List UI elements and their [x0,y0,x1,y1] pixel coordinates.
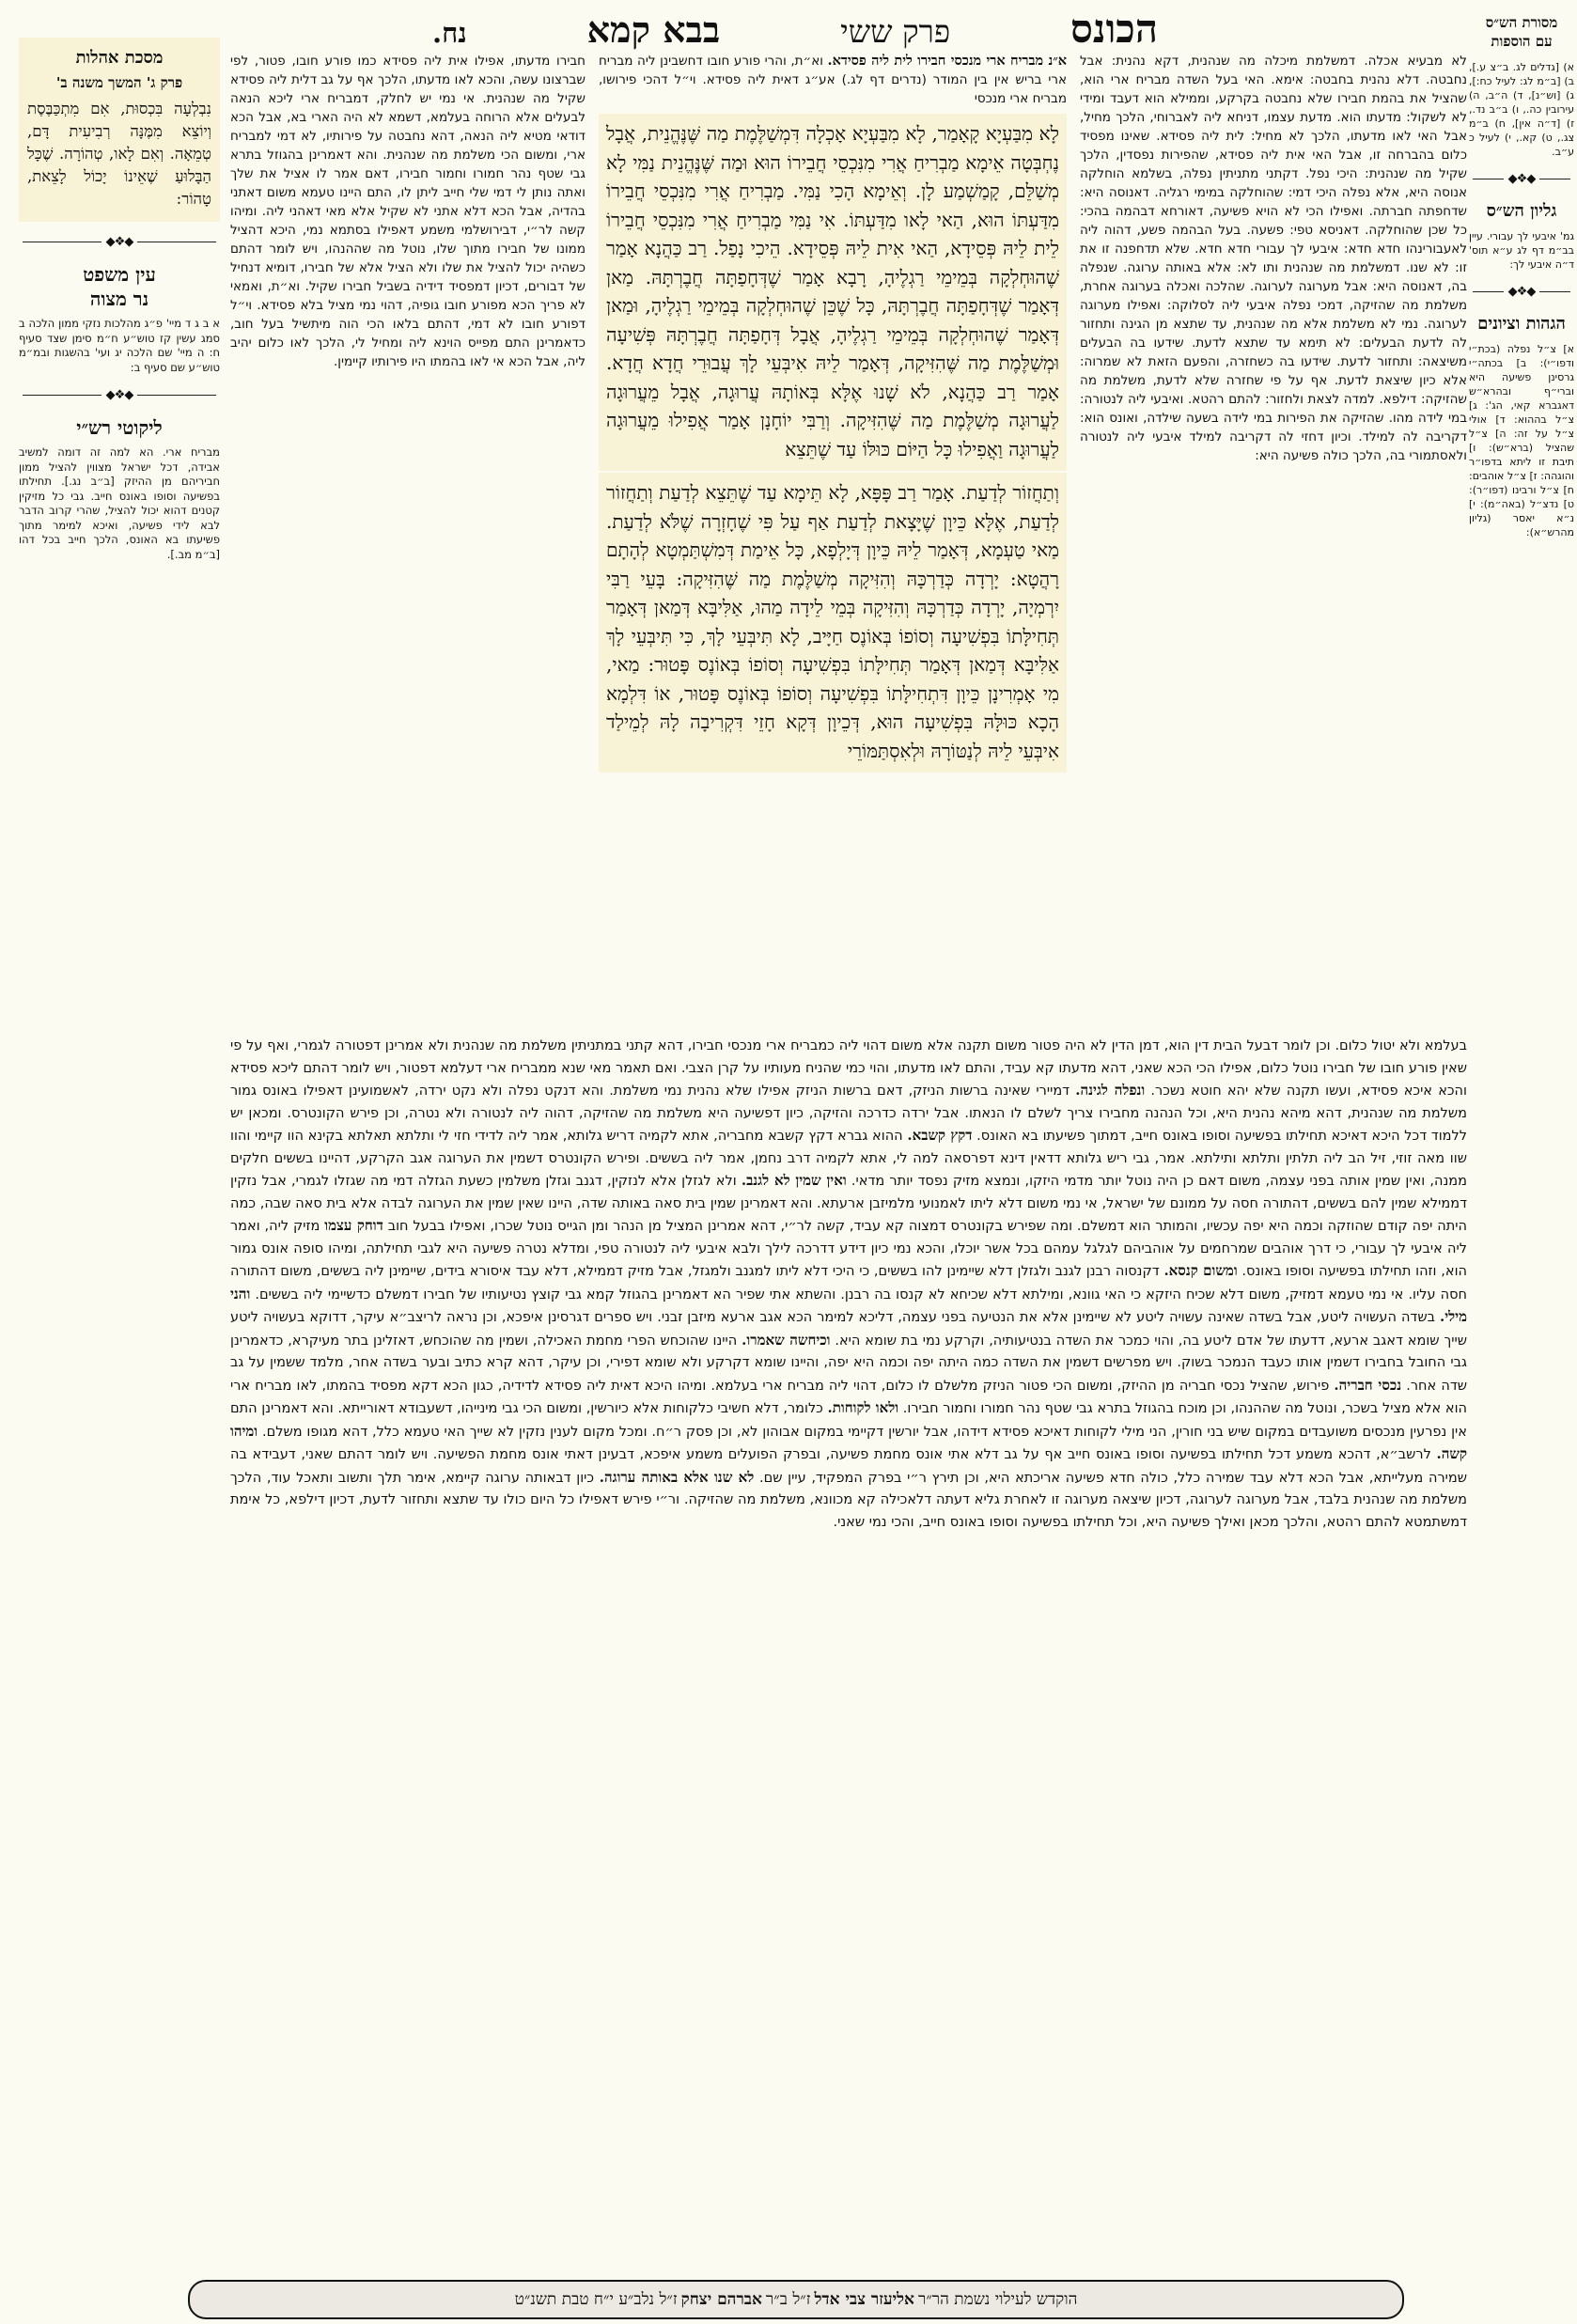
gemara-column [599,52,1067,1031]
chapter-name: הכונס [1070,6,1158,52]
ein-mishpat-text: א ב ג ד מיי' פ״ג מהלכות נזקי ממון הלכה ב סמג עשין קז טוש״ע ח״מ סימן שצד סעיף ח: ה מיי' שם הלכה יג ועי' בהשגות ובמ״מ טוש״ע שם סעיף ב: [19,317,220,374]
body-catchword: ואין שמין לא לגנב. [741,1172,847,1189]
tosafot-column: חבירו מדעתו, אפילו אית ליה פסידא כמו פורע חובו, פטור, לפי שברצונו עשה, והכא לאו מדעתו, הלכך אף על גב דלית ליה פסידא שקיל מה שנהנית. אי נמי יש לחלק, דמבריח ארי ליכא הנאה לבעלים אלא הרוחה בעלמא, דשמא לא היה הארי בא, אבל הכא דודאי מטיא ליה הנאה, דהא נחבטה על פירותיו, לא דמי למבריח ארי, ומשום הכי משלמת מה שנהנית. והא דאמרינן בהגוזל בתרא גבי שטף נהר חמורו וחמור חבירו, דאם אמר לו אציל את שלך ואתה נותן לי דמי שלי חייב ליתן לו, התם היינו טעמא משום דאתני בהדיה, אבל הכא דלא אתני לא שקיל אלא מאי דאהני ליה. ומיהו קשה לר״י, דבירושלמי משמע דאפילו בסתמא נמי, היכא דהציל ממונו של חבירו מתוך שלו, נוטל מה שההנהו, ויש לומר דהתם כשהיה יכול להציל את שלו ולא הציל אלא של חבירו, דומיא דנחיל של דבורים, דכיון דמפסיד דידיה בשביל חבירו שקיל. וא״ת, ואמאי לא פריך הכא מפורע חובו גופיה, דהוי נמי מציל בלא פסידא. וי״ל דפורע חובו לא דמי, דהתם בלאו הכי הוה מיתשיל בעל חוב, כדאמרינן התם מפייס הוינא ליה ומחיל לי, הלכך לאו כלום יהיב ליה, אבל הכא אי לאו בהמתו היו פירותיו קיימין. [230,54,586,369]
body-paragraph: מזיק ליה, ואמר ליה איבעי לך עבורי, כי דרך אוהבים שמרחמים על אוהביהם לגלגל עמהם בכל אשר יוכלו, והכא נמי כיון דידע דדרכה לילך ולבא איבעי ליה לנטורה טפי, ומדלא נטרה פשיעה היא לגבי תחילתה, ומיהו סופה אונס גמור הוא, וזהו תחילתו בפשיעה וסופו באונס. [230,1219,1467,1279]
divider-ornament: ◆❖◆ [23,388,216,402]
body-catchword: ונפלה לגינה. [1075,1082,1146,1099]
ohalot-title: מסכת אהלות [75,48,164,68]
gemara-text-block-a: לָא מִבַּעְיָא קָאָמַר, לָא מִבַּעְיָא אָכְלָה דִּמְשַׁלֶּמֶת מַה שֶּׁנֶּהֱנֵית, אֲבָל נֶחְבְּטָה אֵימָא מַבְרִיחַ אֲרִי מִנִּכְסֵי חֲבֵירוֹ הוּא וּמַה שֶּׁנֶּהֱנֵית נַמִּי לָא מְשַׁלֵּם, קָמַשְׁמַע לָן. וְאֵימָא הָכִי נַמִּי. מַבְרִיחַ אֲרִי מִנִּכְסֵי חֲבֵירוֹ מִדַּעְתּוֹ הוּא, הַאי לָאו מִדַּעְתּוֹ. אִי נַמִּי מַבְרִיחַ אֲרִי מִנִּכְסֵי חֲבֵירוֹ לֵית לֵיהּ פְּסֵידָא, הַאי אִית לֵיהּ פְּסֵידָא. הֵיכִי נָפַל. רַב כַּהֲנָא אָמַר שֶׁהוּחְלְקָה בְּמֵימֵי רַגְלֶיהָ, רָבָא אָמַר שֶׁדְּחָפַתָּה חֲבֶרְתָּהּ. מַאן דְּאָמַר שֶׁדְּחָפַתָּה חֲבֶרְתָּהּ, כָּל שֶׁכֵּן שֶׁהוּחְלְקָה בְּמֵימֵי רַגְלֶיהָ, וּמַאן דְּאָמַר שֶׁהוּחְלְקָה בְּמֵימֵי רַגְלֶיהָ, אֲבָל דְּחָפַתָּה חֲבֶרְתָּהּ פְּשִׁיעָה וּמְשַׁלֶּמֶת מַה שֶּׁהִזִּיקָה, דְּאָמַר לֵיהּ אִיבְּעֵי לָךְ עֲבוּרֵי חֲדָא חֲדָא. אָמַר רַב כַּהֲנָא, לֹא שָׁנוּ אֶלָּא בְּאוֹתָהּ עֲרוּגָה, אֲבָל מֵעֲרוּגָה לַעֲרוּגָה מְשַׁלֶּמֶת מַה שֶּׁהִזִּיקָה. וְרַבִּי יוֹחָנָן אָמַר אֲפִילוּ מֵעֲרוּגָה לַעֲרוּגָה וַאֲפִילוּ כָּל הַיּוֹם כּוּלּוֹ עַד שֶׁתֵּצֵא [599,114,1067,471]
tosafot-opening-lead: א״נ מבריח ארי מנכסי חבירו לית ליה פסידא. [827,53,1067,69]
body-catchword: וכיחשה שאמרו. [742,1331,831,1349]
masoret-title: מסורת הש״ס [1485,14,1558,31]
commentary-body [230,1036,1467,2254]
dedication-text: הוקדש לעילוי נשמת הר״ר [917,2290,1078,2309]
divider-ornament: ◆❖◆ [1473,285,1570,299]
likutei-rashi-title: ליקוטי רש״י [76,416,163,439]
body-paragraph: בעלמא ולא יטול כלום. וכן לומר דבעל הבית דין הוא, דמן הדין לא היה פטור משום תקנה אלא משום דהוי ליה כמבריח ארי מנכסי חבירו, דהא קתני במתניתין משלמת מה שנהנית ולא אמרינן דפטורה לגמרי, ואף על פי שאין פורע חובו של חבירו נוטל כלום, אפילו הכי הכא שאני, דהא מדעתו קא עביד, והתם לאו מדעתו, והוי כמי שהניח מעותיו על קרן הצבי. ואם תאמר מאי שנא ממבריח ארי דעלמא דפטור, ויש לומר דהתם ליכא פסידא והכא איכא פסידא, ועשו תקנה שלא יהא חוטא נשכר. [230,1038,1467,1099]
hagahot-text: א] צ״ל נפלה (בכת״י ודפו״י): ב] בכתה״י גרסינן פשיעה היא וברי״ף ובהרא״ש דאגברא קאי, הג': ג] צ״ל בההוא: ד] אולי צ״ל על זה: ה] צ״ל שהציל (ברא״ש): ו] תיבת זו ליתא בדפו״ר והוגהה: ז] צ״ל אוהבים: ח] צ״ל ורבינו (דפו״ר): ט] נדצ״ל (באה״מ): י] נ״א יאסר (גליון מהרש״א): [1469,343,1574,538]
body-paragraph: ההוא גברא דקץ קשבא מחבריה, אתא לקמיה דריש גלותא, אמר ליה לדידי חזי לי ותלתא תאלתא בקינא הוו קיימי והוו שוו מאה זוזי, זיל הב ליה תלתין ותלתא ותילתא. אמר, גבי ריש גלותא דדאין דינא דפרסאה למה לי, אתא לקמיה דרב נחמן, אמר ליה בששים. ופירש הקונטרס דשמין את הערוגה אגב הקרקע, דהיינו בששים חלקים ממנה, ואין שמין אותה בפני עצמה, משום דאם כן היה נוטל יותר מדמי היזקו, ונמצא מזיק נפסד יותר מדאי. [230,1129,1467,1189]
dedication-name: אליעזר צבי אדל [814,2290,914,2309]
masoret-entries: א) [גדלים לג. ב״צ ע.], ב) [ב״מ לג: לעיל כח:], ג) [וש״נ], ד) ה״ב, ה) עירובין כה., ו) ב״ב נד., ז) [ד״ה אין], ח) ב״מ צג., ט) קא., י) לעיל כ ע״ב. [1469,61,1574,158]
body-catchword: דקץ קשבא. [907,1127,973,1144]
ohalot-subtitle: פרק ג' המשך משנה ב' [55,74,183,91]
body-paragraph: פירוש, שהציל נכסי חבריה מן ההיזק, ומשום הכי פטור הניזק מלשלם לו כלום, דהוי ליה מבריח ארי בעלמא. ומיהו היכא דאית ליה פסידא לדידיה, כגון הכא דקא מפסיד בהמתו, לאו מבריח ארי הוא אלא מציל בשכר, ונוטל מה שההנהו, וכן מוכח בהגוזל בתרא גבי שטף נהר חמורו וחמור חבירו. [230,1378,1467,1416]
hagahot-title: הגהות וציונים [1477,314,1566,334]
perek-number: פרק ששי [840,13,951,50]
dedication-box [188,2280,1404,2319]
tosafot-opening [599,52,1067,108]
divider-ornament: ◆❖◆ [1473,172,1570,186]
body-paragraph: דקנסוה רבנן לגנב ולגזלן דלא שיימינן להו בששים, כי היכי דלא ליתו למגנב ולמגזל, אבל מזיק דממילא, דלא עבד איסורא בידים, שיימינן ליה בששים, משום דהתורה חסה עליו. אי נמי טעמא דמזיק, משום דלא שכיח היזקא כי האי גוונא, ומילתא דלא שכיחא לא קנסו בה רבנן. והשתא אתי שפיר הא דאמרינן בהגוזל קמא גבי קוצץ נטיעותיו של חבירו דמשלם כדשיימי ליה בששים. [230,1264,1467,1302]
body-catchword: ומיהו קשה. [230,1422,1467,1462]
body-paragraph: בשדה העשויה ליטע, אבל בשדה שאינה עשויה ליטע לא שיימינן אלא את הנטיעה בפני עצמה, דליכא למימר הכא אגב ארעא מיזבן זבני. ויש ספרים דגרסינן איפכא, וכן נראה לריצב״א עיקר, דדוקא בעשויה ליטע שייך שומא דאגב ארעא, דדעתו של אדם ליטע בה, והוי כמכר את השדה בנטיעותיה, וקרקע נמי בת שומא היא. [230,1310,1467,1349]
masoret-masthead [1469,13,1574,51]
body-paragraph: לרשב״א, דהכא משמע דכל תחילתו בפשיעה וסופו באונס חייב אף על גב דלא אתי אונס מחמת פשיעה, ובפרק הפועלים משמע איפכא, דבעינן דאתי אונס מחמת הפשיעה. ויש לומר דהתם שאני, דעבידא בה שמירה מעלייתא, אבל הכא דלא עבד שמירה כלל, כולה חדא פשיעה אריכתא היא, וכן תירץ ר״י בפרק המפקיד, עיין שם. [230,1447,1467,1486]
daf-number: נח. [432,17,467,49]
body-paragraph: כלומר, דלא חשיבי כלקוחות אלא כיורשין, ומשום הכי גבי מינייהו, דשעבודא דאורייתא. והא דאמרינן התם אין נפרעין מנכסים משועבדים במקום שיש בני חורין, הני מילי לקוחות דאיכא פסידא דידהו, אבל יורשין דקיימי במקום אבוהון לא, וכן פסק ר״ח. ומכל מקום לענין נזקין לא שייך האי טעמא כלל, דהא מגופו משלם. [230,1401,1467,1440]
body-paragraph: ולא לגזלן אלא לנזקין, דגנב וגזלן משלמין כשעת הגזלה דמי מה שגזלו לגמרי, אבל נזקין דממילא שמין להם בששים, דהתורה חסה על ממונם של ישראל, אי נמי משום דלא ליתו לאמנועי מלמיזבן ארעתא. והא דאמרינן שמין בית סאה באותה שדה, היינו שאין שמין את הערוגה לבדה אלא בית סאה שבה, כמה היתה יפה קודם שהוזקה וכמה היא יפה עכשיו, והמותר הוא דמשלם. [230,1174,1467,1234]
gemara-text-block-b: וְתַחֲזוֹר לְדַעַת. אָמַר רַב פָּפָּא, לָא תֵּימָא עַד שֶׁתֵּצֵא לְדַעַת וְתַחֲזוֹר לְדַעַת, אֶלָּא כֵּיוָן שֶׁיָּצָאת לְדַעַת אַף עַל פִּי שֶׁחָזְרָה שֶׁלֹּא לְדַעַת. מַאי טַעְמָא, דְּאָמַר לֵיהּ כֵּיוָן דְּיָלְפָא, כָּל אֵימַת דְּמִשְׁתַּמְטָא לְהָתָם רָהֲטָא: יָרְדָה כְּדַרְכָּהּ וְהִזִּיקָה מְשַׁלֶּמֶת מַה שֶּׁהִזִּיקָה: בָּעֵי רַבִּי יִרְמְיָה, יָרְדָה כְּדַרְכָּהּ וְהִזִּיקָה בְּמֵי לֵידָה מַהוּ, אַלִּיבָּא דְּמַאן דְּאָמַר תְּחִילָּתוֹ בִּפְשִׁיעָה וְסוֹפוֹ בְּאוֹנֶס חַיָּיב, לָא תִּיבְּעֵי לָךְ, כִּי תִּיבְּעֵי לָךְ אַלִּיבָּא דְּמַאן דְּאָמַר תְּחִילָּתוֹ בִּפְשִׁיעָה וְסוֹפוֹ בְּאוֹנֶס פָּטוּר: מַאי, מִי אָמְרִינָן כֵּיוָן דִּתְחִילָּתוֹ בִּפְשִׁיעָה וְסוֹפוֹ בְּאוֹנֶס פָּטוּר, אוֹ דִּלְמָא הָכָא כּוּלָּהּ בִּפְשִׁיעָה הוּא, דְּכֵיוָן דְּקָא חָזֵי דִּקְרִיבָה לָהּ לְמֵילַד אִיבְּעֵי לֵיהּ לְנַטּוֹרָהּ וּלְאִסְתַּמּוֹרֵי [599,473,1067,772]
likutei-rashi-text: מבריח ארי. הא למה זה דומה למשיב אבידה, דכל ישראל מצווין להציל ממון חביריהם מן ההיזק [ב״ב נג.]. תחילתו בפשיעה וסופו באונס חייב. גבי כל מזיקין קטנים דהוא יכול להציל, שהרי קרוב הדבר לבא לידי פשיעה, ואיכא למימר מתוך פשיעתו בא האונס, הלכך חייב בכל דהו [ב״מ מב.]. [19,445,220,561]
divider-ornament: ◆❖◆ [23,235,216,249]
left-margin-column [19,38,220,562]
dedication-text: ז״ל נלב״ע י״ח טבת תשנ״ט [514,2290,678,2309]
body-paragraph: כיון דבאותה ערוגה קיימא, אימר תלך ותשוב ותאכל עוד, הלכך משלמת מה שנהנית בלבד, אבל מערוגה לערוגה, דכיון שיצאה מערוגה זו לאחרת גליא דעתה דלאכילה קא מכוונא, משלמת מה שהזיקה. ור״י פירש דאפילו כל היום כולו עד שתצא ותחזור לדעת, דכיון דילפא, כל אימת דמשתמטא להתם רהטא, והלכך מכאן ואילך פשיעה היא, וכל תחילתו בפשיעה וסופו באונס חייב, והכי נמי שאני. [230,1470,1467,1530]
ein-mishpat-title: עין משפט [83,263,156,286]
masoret-subtitle: עם הוספות [1491,33,1553,50]
gilyon-title: גליון הש״ס [1486,201,1557,221]
ohalot-mishna-box [19,38,220,222]
gilyon-text: גמ' איבעי לך עבורי. עיין בב״מ דף לג ע״א תוס' ד״ה איבעי לך: [1469,230,1574,271]
main-columns [230,52,1467,1031]
body-catchword: נכסי חבריה. [1334,1376,1402,1394]
body-catchword: דוחק עצמו [324,1217,383,1234]
body-catchword: והני מילי. [230,1285,1467,1325]
page-title [432,6,1158,53]
dedication-name: אברהם יצחק [680,2290,762,2309]
body-paragraph: היינו שהוכחש הפרי מחמת האכילה, ושמין מה שהוכחש, דאזלינן בתר מעיקרא, כדאמרינן גבי החובל בחבירו דשמין אותו כעבד הנמכר בשוק. ויש מפרשים דשמין את השדה כמה היתה יפה וכמה היא יפה, והיינו שומא דקרקע ולא שומא דפירי, וכן עיקר, דהא קרא כתיב ובער בשדה אחר, מלמד ששמין על גב שדה אחר. [230,1333,1467,1394]
body-catchword: ומשום קנסא. [1163,1262,1238,1279]
right-margin-column [1469,55,1574,539]
body-catchword: לא שנו אלא באותה ערוגה. [599,1468,755,1486]
body-paragraph: דמיירי שאינה ברשות הניזק, דאם ברשות הניזק אפילו שלא נהנית נמי משלמת. והא דנקט נפלה ולא נקט ירדה, לאשמועינן דאפילו באונס גמור משלמת מה שנהנית, דהא מיהא נהנית היא, וכל הנהנה מחבירו צריך לשלם לו הנאתו. אבל ירדה כדרכה והזיקה, כיון דפשיעה היא משלמת מה שהזיקה, דהוה ליה לנטורה ולא נטרה, וכן פירש הקונטרס. ומכאן יש ללמוד דכל היכא דאיכא תחילתו בפשיעה וסופו באונס חייב, דמתוך פשיעתו בא האונס. [230,1084,1467,1144]
tractate-name: בבא קמא [586,8,721,51]
body-paragraph: ומה שפירש בקונטרס דמצוה קא עביד, קשה לר״י, דהא אמרינן המציל מן הנהר ומן הגייס נוטל שכרו, ואפילו בבעל חוב [383,1219,1073,1234]
tosafot-opening-text: וא״ת, והרי פורע חובו דחשבינן ליה מבריח ארי בריש אין בין המודר (נדרים דף לג.) אע״ג דאית ליה פסידא. וי״ל דהכי פירושו, מבריח ארי מנכסי [599,54,1067,106]
body-catchword: ולאו לקוחות. [827,1399,899,1416]
ohalot-text: נִבְלְעָה בִּכְסוּת, אִם מִתְכַּבֶּסֶת וְיוֹצֵא מִמֶּנָּה רְבִיעִית דָּם, טְמֵאָה. וְאִם לָאו, טְהוֹרָה. שֶׁכָּל הַבָּלוּעַ שֶׁאֵינוֹ יָכוֹל לָצֵאת, טָהוֹר: [27,100,211,208]
dedication-text: ז״ל ב״ר [765,2290,811,2309]
rashi-column: לא מבעיא אכלה. דמשלמת מיכלה מה שנהנית, דקא נהנית: אבל נחבטה. דלא נהנית בחבטה: אימא. האי בעל השדה מבריח ארי הוא, שהציל את בהמת חבירו שלא נחבטה בקרקע, וממילא הוא דעבד ומידי לא לשקול: מדעתו הוא. מדעת עצמו, דניחא ליה לאברוחי, הלכך מחיל, אבל האי לאו מדעתו, הלכך לא מחיל: לית ליה פסידא. שאינו מפסיד כלום בהברחה זו, אבל האי אית ליה פסידא, שהפירות נפסדין, הלכך שקיל מה שנהנית: היכי נפל. דקתני מתניתין נפלה, בשלמא הוחלקה אנוסה היא, אלא נפלה היכי דמי: שהוחלקה במימי רגליה. דאנוסה היא: שדחפתה חברתה. ואפילו הכי לא הויא פשיעה, דאורחא דבהמה בהכי: כל שכן שהוחלקה. דאניסא טפי: פשעה. בעל הבהמה פשע, דהוה ליה לאעבורינהו חדא חדא: איבעי לך עבורי חדא חדא. שלא תדחפנה זו את זו: לא שנו. דמשלמת מה שנהנית ותו לא: אלא באותה ערוגה. שנפלה בה, דאנוסה היא: אבל מערוגה לערוגה. שהלכה ואכלה בערוגה אחרת, משלמת מה שהזיקה, דמכי נפלה איבעי ליה לסלוקה: ואפילו מערוגה לערוגה. נמי לא משלמת אלא מה שנהנית, עד שתצא מן הגינה ותחזור לה לדעת הבעלים: לא תימא עד שתצא לדעת. שידעו בה הבעלים משיצאה: ותחזור לדעת. שידעו בה כשחזרה, והפעם הזאת לא שמרוה: אלא כיון שיצאת לדעת. אף על פי שחזרה שלא לדעת, משלמת מה שהזיקה: דילפא. למדה לצאת ולחזור: להתם רהטא. ואיבעי ליה לנטורה: במי לידה מהו. שהזיקה את הפירות במי לידה בשעה שילדה, ואונס הוא: דקריבה לה למילד. וכיון דחזי לה דקריבה למילד איבעי ליה לנטורה ולאסתמורי בה, הלכך כולה פשיעה היא: [1080,54,1467,463]
ner-mitzvah-title: נר מצוה [89,288,149,310]
